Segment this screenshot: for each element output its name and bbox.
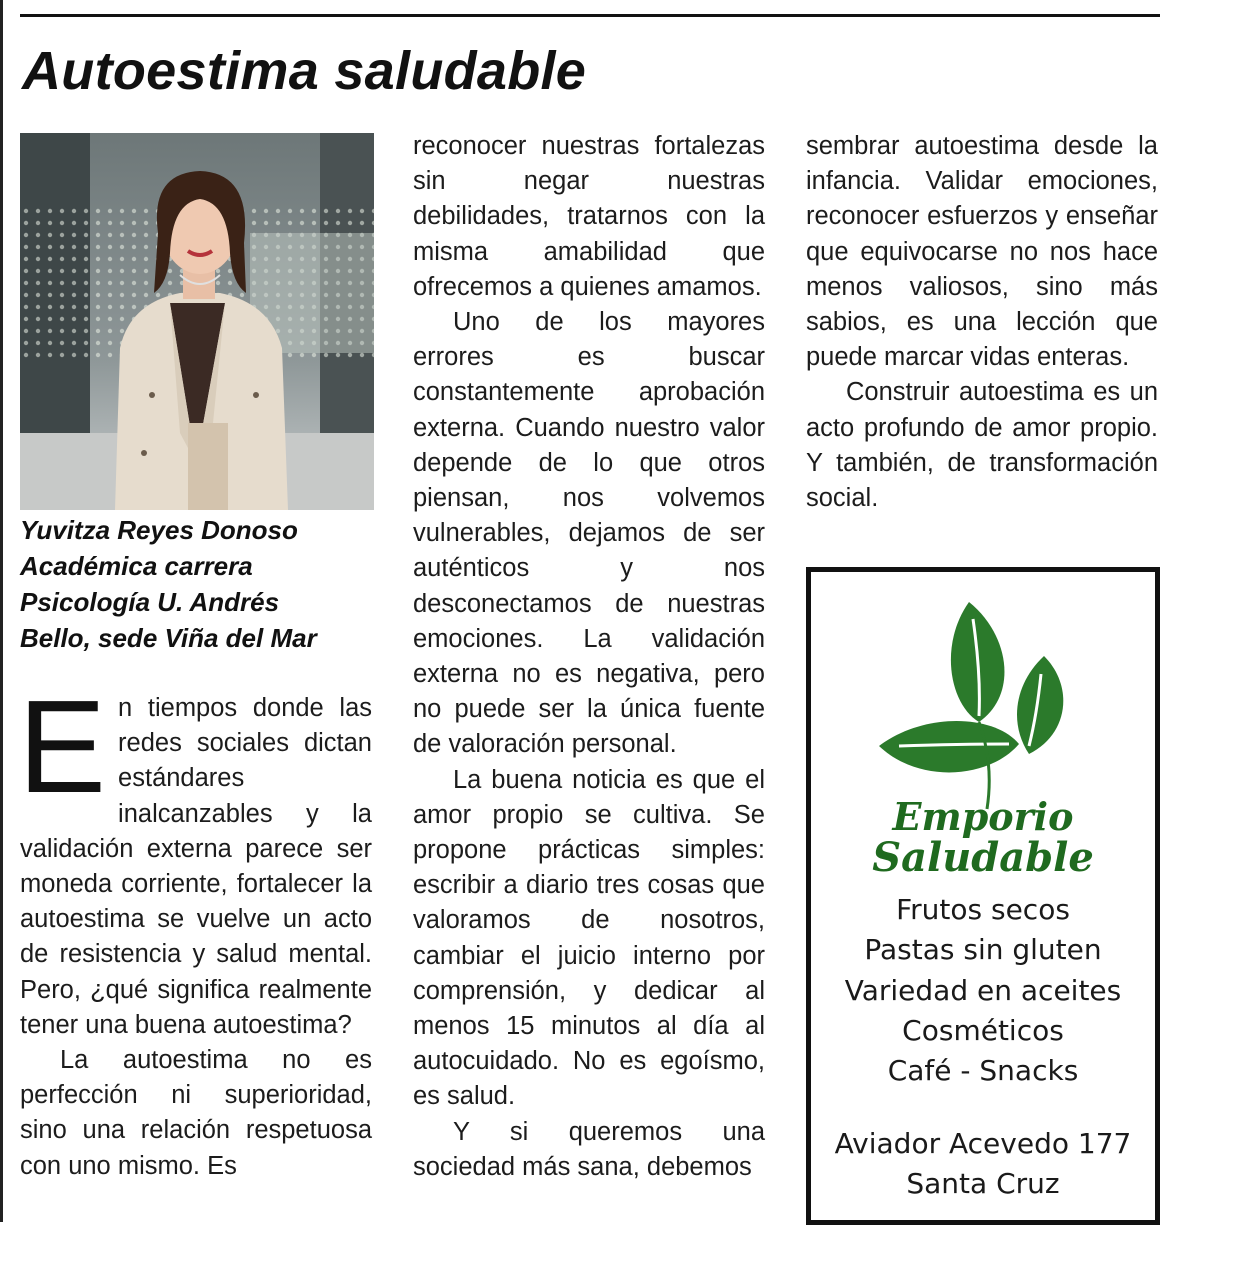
list-item: Frutos secos: [896, 893, 1070, 926]
page-left-border: [0, 0, 3, 1222]
address-city: Santa Cruz: [906, 1167, 1060, 1200]
brand-name-line2: Saludable: [872, 834, 1094, 881]
list-item: Variedad en aceites: [844, 973, 1122, 1007]
paragraph: sembrar autoestima desde la infancia. Validar emociones, reconocer esfuerzos y enseñar que equivocarse no nos hace menos valiosos, sino más sabios, es una lección que puede marcar vidas enteras.: [806, 132, 1158, 372]
author-department: Psicología U. Andrés: [20, 587, 280, 617]
list-item: Pastas sin gluten: [864, 933, 1102, 967]
paragraph: Uno de los mayores errores es buscar constantemente aprobación externa. Cuando nuestro valor depende de lo que otros piensan, nos volvemos vulnerables, dejamos de ser auténticos y nos desconectamos de nuestras emociones. La validación externa no es negativa, pero no puede ser la única fuente de valoración personal.: [413, 308, 765, 759]
header-rule: [20, 14, 1160, 17]
author-name: Yuvitza Reyes Donoso: [20, 515, 298, 545]
paragraph: La buena noticia es que el amor propio se cultiva. Se propone prácticas simples: escribir a diario tres cosas que valoramos de nosotros, cambiar el juicio interno por comprensión, y dedicar al menos 15 minutos al día al autocuidado. No es egoísmo, es salud.: [413, 765, 765, 1111]
article-column-1: [18, 673, 372, 1184]
list-item: Cosméticos: [902, 1013, 1064, 1047]
paragraph: Y si queremos una sociedad más sana, debemos: [413, 1117, 765, 1181]
brand-name-line1: Emporio: [892, 794, 1074, 839]
advertisement-box: [806, 567, 1160, 1225]
author-campus: Bello, sede Viña del Mar: [20, 623, 317, 653]
address-street: Aviador Acevedo 177: [834, 1127, 1132, 1160]
article-column-3: [806, 129, 1158, 516]
author-photo: [20, 133, 374, 510]
product-list: [811, 890, 1155, 1091]
article-title: Autoestima saludable: [22, 41, 587, 101]
paragraph: reconocer nuestras fortalezas sin negar nuestras debilidades, tratarnos con la misma amabilidad que ofrecemos a quienes amamos.: [413, 132, 765, 301]
paragraph: La autoestima no es perfección ni superioridad, sino una relación respetuosa con uno mismo. Es: [20, 1046, 372, 1180]
author-role: Académica carrera: [20, 551, 253, 581]
article-column-2: [413, 129, 765, 1185]
list-item: Café - Snacks: [887, 1054, 1079, 1088]
paragraph: En tiempos donde las redes sociales dictan estándares inalcanzables y la validación externa parece ser moneda corriente, fortalecer la autoestima se vuelve un acto de resistencia y salud mental. Pero, ¿qué significa realmente tener una buena autoestima?: [18, 673, 372, 1039]
store-address: [811, 1124, 1155, 1204]
paragraph: Construir autoestima es un acto profundo de amor propio. Y también, de transformación social.: [806, 378, 1158, 513]
author-caption: [20, 512, 380, 656]
drop-cap: E: [18, 673, 107, 820]
